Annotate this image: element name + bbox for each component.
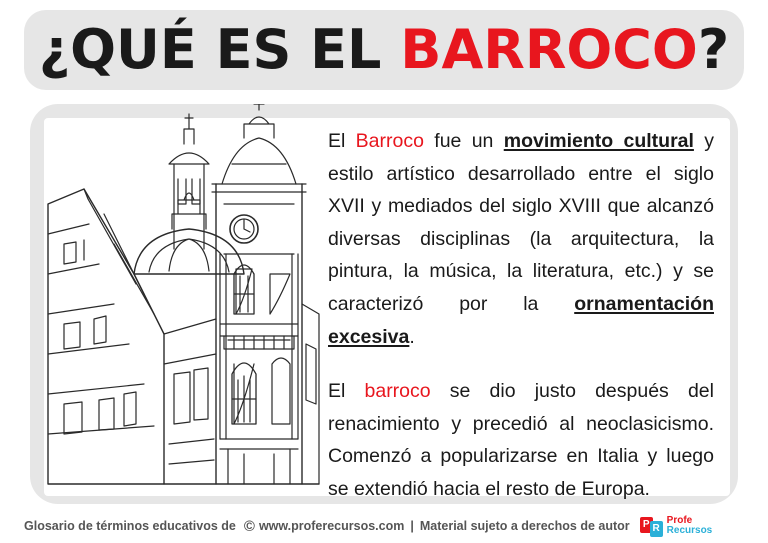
page-title xyxy=(38,18,730,81)
footer-rights-text: Material sujeto a derechos de autor xyxy=(419,519,630,533)
title-accent: BARROCO xyxy=(400,18,698,81)
footer-glossary-text: Glosario de términos educativos de xyxy=(24,519,236,533)
p1-text-3: y estilo artístico desarrollado entre el siglo XVII y mediados del siglo XVIII que alcanzó diversas disciplinas (la arquitectura, la pintura, la música, la literatura, etc.) y se caracterizó por la xyxy=(328,130,714,315)
p2-barroco-term: barroco xyxy=(364,380,431,403)
title-bar xyxy=(24,10,744,90)
logo-line-1: Profe xyxy=(666,515,693,526)
copyright-icon: © xyxy=(243,517,255,535)
ornamentacion-excesiva-link[interactable]: ornamentación excesiva xyxy=(328,292,714,348)
p1-barroco-term: Barroco xyxy=(355,130,424,152)
logo-mark-r: R xyxy=(650,521,663,537)
p2-text-1: El xyxy=(328,380,365,403)
footer-website-link[interactable]: www.proferecursos.com xyxy=(258,519,405,533)
logo-mark-p: P xyxy=(640,517,653,533)
movimiento-cultural-link[interactable]: movimiento cultural xyxy=(503,130,694,152)
logo-mark-icon xyxy=(640,515,664,537)
paragraph-1 xyxy=(328,125,714,353)
p2-text-2: se dio justo después del renacimiento y precedió al neoclasicismo. Comenzó a popularizarse en Italia y luego se extendió hacia el resto de Europa. xyxy=(328,380,714,500)
logo-text xyxy=(667,516,713,536)
definition-text xyxy=(328,125,714,528)
paragraph-2 xyxy=(328,375,714,505)
baroque-church-illustration xyxy=(44,104,324,496)
title-suffix: ? xyxy=(697,18,730,81)
title-prefix: ¿QUÉ ES EL xyxy=(38,18,401,81)
profe-recursos-logo[interactable] xyxy=(640,515,713,537)
p1-text-2: fue un xyxy=(423,130,504,152)
footer xyxy=(24,514,744,538)
p1-text-1: El xyxy=(328,130,356,152)
logo-line-2: Recursos xyxy=(666,525,713,536)
footer-separator: | xyxy=(410,519,414,533)
p1-text-4: . xyxy=(409,325,415,348)
